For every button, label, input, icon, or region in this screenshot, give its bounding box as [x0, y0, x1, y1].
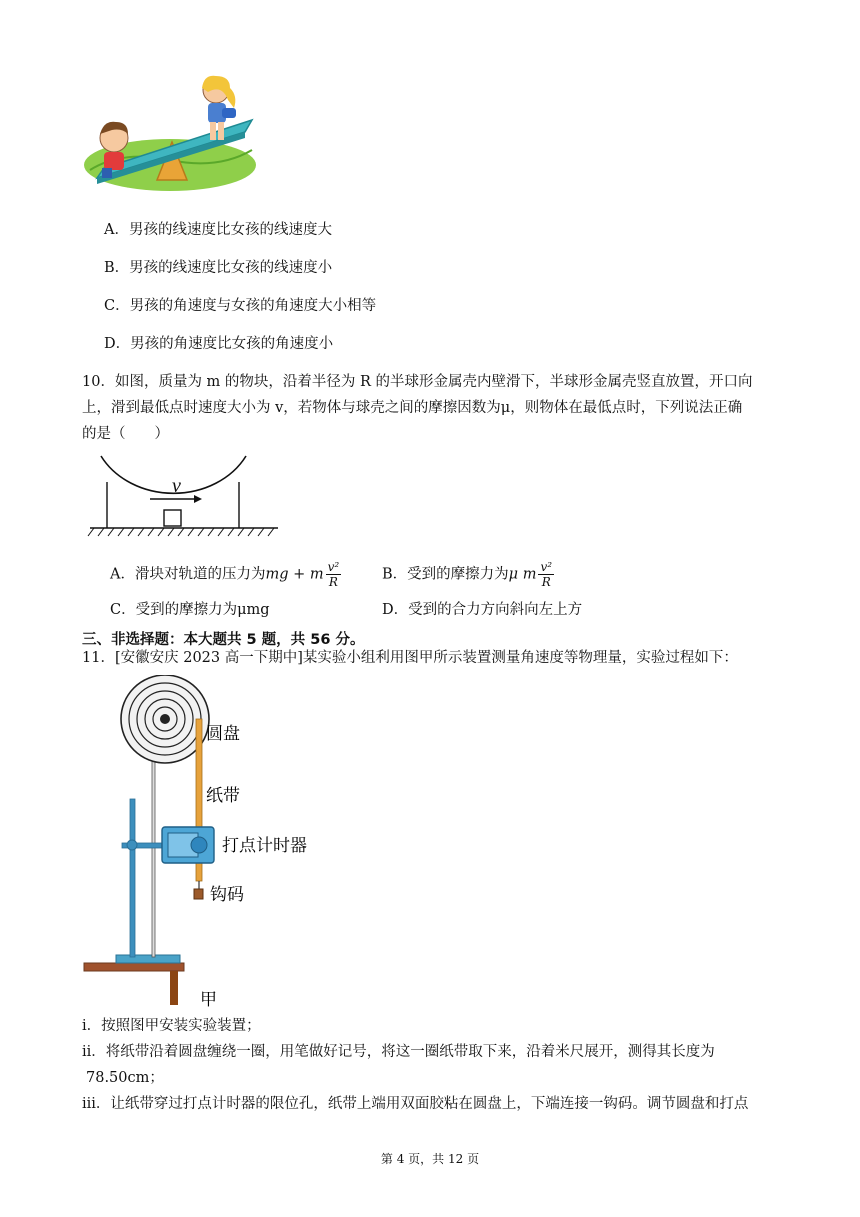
hook-weight [194, 889, 203, 899]
velocity-label: v [172, 475, 181, 497]
hemisphere-figure [86, 452, 282, 542]
page-footer: 第 4 页，共 12 页 [380, 1152, 480, 1166]
apparatus-figure [82, 675, 362, 1015]
q10-stem-line1: 10．如图，质量为 m 的物块，沿着半径为 R 的半球形金属壳内壁滑下，半球形金属壳竖直放置，开口向 [82, 374, 753, 390]
q10-option-a[interactable]: A．滑块对轨道的压力为mg + m $\frac{\text{v²}}{R}$ [110, 560, 340, 589]
q9-option-c[interactable]: C．男孩的角速度与女孩的角速度大小相等 [104, 298, 377, 314]
disc-support [152, 761, 155, 957]
q10-option-b[interactable]: B．受到的摩擦力为μ m $\frac{\text{v²}}{R}$ [382, 560, 553, 589]
q10-option-b-fraction: $\frac{\text{v²}}{R}$ [540, 560, 553, 589]
section-heading: 三、非选择题：本大题共 5 题，共 56 分。 [82, 632, 365, 648]
table-top [84, 963, 184, 971]
stand-base [116, 955, 180, 963]
label-tape: 纸带 [206, 786, 240, 806]
q10-option-c[interactable]: C．受到的摩擦力为μmg [110, 602, 270, 618]
q9-option-d[interactable]: D．男孩的角速度比女孩的角速度小 [104, 336, 334, 352]
table-leg [170, 971, 178, 1005]
q9-option-b[interactable]: B．男孩的线速度比女孩的线速度小 [104, 260, 333, 276]
label-weight: 钩码 [210, 885, 244, 905]
ground-hatch [88, 528, 274, 536]
q10-stem-line3: 的是（ ） [82, 426, 169, 442]
stand-rod [130, 799, 135, 957]
q11-step-3: iii．让纸带穿过打点计时器的限位孔，纸带上端用双面胶粘在圆盘上，下端连接一钩码。调节圆盘和打点 [82, 1096, 749, 1112]
label-disc: 圆盘 [206, 724, 240, 744]
q11-stem: 11．[安徽安庆 2023 高一下期中]某实验小组利用图甲所示装置测量角速度等物理量，实验过程如下： [82, 650, 738, 666]
q10-stem-line2: 上，滑到最低点时速度大小为 v，若物体与球壳之间的摩擦因数为μ，则物体在最低点时，下列说法正确 [82, 400, 743, 416]
label-jia: 甲 [200, 990, 217, 1010]
seesaw-illustration [82, 70, 257, 195]
q9-option-a[interactable]: A．男孩的线速度比女孩的线速度大 [104, 222, 332, 238]
q11-step-2-line2: 78.50cm； [86, 1070, 164, 1086]
q10-option-d[interactable]: D．受到的合力方向斜向左上方 [382, 602, 583, 618]
label-timer: 打点计时器 [222, 836, 307, 856]
q10-option-a-fraction: $\frac{\text{v²}}{R}$ [327, 560, 340, 589]
timer [162, 827, 214, 863]
q11-step-1: i．按照图甲安装实验装置； [82, 1018, 261, 1034]
q11-step-2-line1: ii．将纸带沿着圆盘缠绕一圈，用笔做好记号，将这一圈纸带取下来，沿着米尺展开，测得其长度为 [82, 1044, 715, 1060]
slider-block [164, 510, 181, 526]
